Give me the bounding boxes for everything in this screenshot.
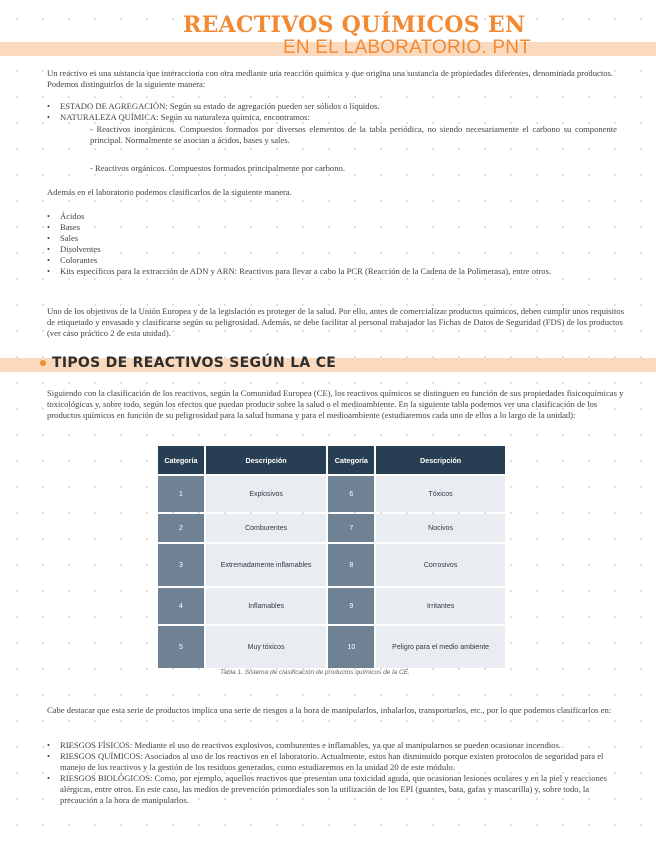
table-row — [158, 626, 505, 668]
table-cell: Tóxicos — [376, 476, 505, 512]
header-cell: Categoría — [158, 446, 204, 474]
table-cell: 3 — [158, 544, 204, 586]
table-cell: 8 — [328, 544, 374, 586]
sub-item-inorganic: - Reactivos inorgánicos. Compuestos formados por diversos elementos de la tabla periódica, no siendo necesariamente el carbono su componente principal. Normalmente se asocian a ácidos, bases y sales. — [90, 124, 617, 145]
classification-list — [47, 101, 627, 123]
list-item: • Sales — [47, 233, 617, 244]
eu-paragraph: Uno de los objetivos de la Unión Europea y de la legislación es proteger de la salud. Por ello, antes de comercializar productos químicos, deben cumplir unos requisitos de etiquetado y envasado y clasificarse según su peligrosidad. Además, se debe facilitar al personal trabajador las Fichas de Datos de Seguridad (FDS) de los productos (ver caso práctico 2 de esta unidad). — [47, 306, 625, 338]
sub-item-organic: - Reactivos orgánicos. Compuestos formados principalmente por carbono. — [90, 163, 345, 173]
risks-list — [47, 740, 622, 806]
list-item: • RIESGOS QUÍMICOS: Asociados al uso de los reactivos en el laboratorio. Actualmente, estos han disminuido porque existen protocolos de seguridad para el manejo de los reactivos y la gestión de los residuos generados, como estudiaremos en la unidad 20 de este módulo. — [47, 751, 622, 773]
list-item: • RIESGOS FÍSICOS: Mediante el uso de reactivos explosivos, comburentes e inflamables, ya que al manipularnos se pueden ocasionar incendios. — [47, 740, 622, 751]
intro-paragraph: Un reactivo es una sustancia que interacciona con otra mediante una reacción química y que origina una sustancia de propiedades diferentes, denominada productos. Podemos distinguirlos de la siguiente manera: — [47, 68, 614, 89]
table-cell: 2 — [158, 514, 204, 542]
list-item: • ESTADO DE AGREGACIÓN: Según su estado de agregación pueden ser sólidos o líquidos. — [47, 101, 627, 112]
table-cell: Corrosivos — [376, 544, 505, 586]
table-caption: Tabla 1. Sistema de clasificación de productos químicos de la CE. — [220, 669, 410, 676]
table-cell: Nocivos — [376, 514, 505, 542]
table-cell: Extremadamente inflamables — [206, 544, 327, 586]
table-cell: 5 — [158, 626, 204, 668]
table-cell: 6 — [328, 476, 374, 512]
table-row — [158, 514, 505, 542]
list-item: • Ácidos — [47, 211, 617, 222]
table-row — [158, 588, 505, 624]
list-item: • Bases — [47, 222, 617, 233]
table-header-row — [158, 446, 505, 474]
table-cell: 1 — [158, 476, 204, 512]
section-intro: Siguiendo con la clasificación de los reactivos, según la Comunidad Europea (CE), los reactivos químicos se distinguen en función de sus propiedades fisicoquímicas y toxicológicas y, sobre todo, según los efectos que puedan producir sobre la salud o el medioambiente. En la siguiente tabla podemos ver una clasificación de los productos químicos en función de su peligrosidad para la salud humana y para el medioambiente (estudiaremos cada uno de ellos a lo largo de la unidad): — [47, 388, 624, 420]
lab-list — [47, 211, 617, 277]
title-line-1: REACTIVOS QUÍMICOS EN — [183, 12, 526, 38]
table-cell: Inflamables — [206, 588, 327, 624]
section-bullet-icon — [40, 360, 46, 366]
table-cell: Comburentes — [206, 514, 327, 542]
lab-intro: Además en el laboratorio podemos clasificarlos de la siguiente manera. — [47, 187, 292, 197]
list-item: • RIESGOS BIOLÓGICOS: Como, por ejemplo, aquellos reactivos que presentan una toxicidad aguda, que ocasionan lesiones oculares y en la piel y reacciones alérgicas, entre otros. En este caso, las medios de prevención primordiales son la utilización de los EPI (guantes, bata, gafas y mascarilla) y, sobre todo, la precaución a la hora de manipularlos. — [47, 773, 622, 806]
list-item: • Disolventes — [47, 244, 617, 255]
table-cell: 9 — [328, 588, 374, 624]
classification-table — [156, 444, 507, 670]
table-cell: Irritantes — [376, 588, 505, 624]
list-item: • NATURALEZA QUÍMICA: Según su naturaleza química, encontramos: — [47, 112, 627, 123]
table-cell: 4 — [158, 588, 204, 624]
header-cell: Categoría — [328, 446, 374, 474]
risks-intro: Cabe destacar que esta serie de productos implica una serie de riesgos a la hora de manipularlos, inhalarlos, transportarlos, etc., por lo que podemos clasificarlos en: — [47, 705, 612, 715]
table-cell: Muy tóxicos — [206, 626, 327, 668]
header-cell: Descripción — [206, 446, 327, 474]
table-row — [158, 476, 505, 512]
list-item: • Kits específicos para la extracción de ADN y ARN: Reactivos para llevar a cabo la PCR (Reacción de la Cadena de la Polimerasa), entre otros. — [47, 266, 617, 277]
table-row — [158, 544, 505, 586]
section-title: TIPOS DE REACTIVOS SEGÚN LA CE — [52, 355, 337, 371]
header-cell: Descripción — [376, 446, 505, 474]
table-cell: 7 — [328, 514, 374, 542]
title-line-2: EN EL LABORATORIO. PNT — [283, 37, 531, 58]
table-cell: Explosivos — [206, 476, 327, 512]
table-cell: Peligro para el medio ambiente — [376, 626, 505, 668]
table-cell: 10 — [328, 626, 374, 668]
list-item: • Colorantes — [47, 255, 617, 266]
